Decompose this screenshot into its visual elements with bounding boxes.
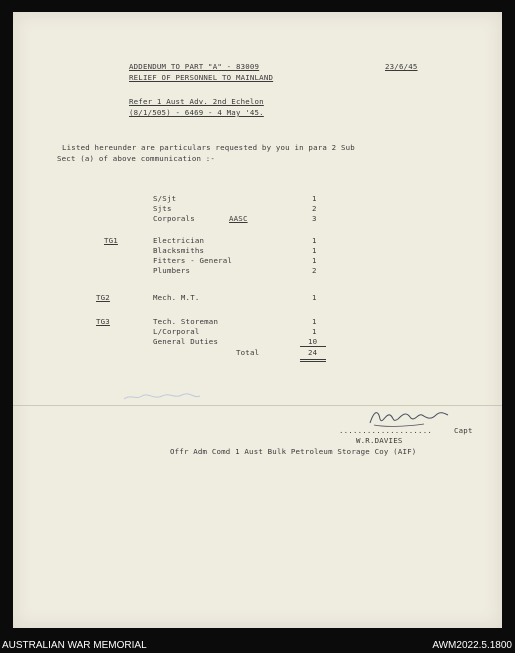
row-label: Electrician (153, 236, 205, 245)
row-label: General Duties (153, 337, 219, 346)
trade-group-code: TG3 (96, 317, 110, 326)
row-label: Fitters - General (153, 256, 233, 265)
row-label: Corporals (153, 214, 195, 223)
row-count: 1 (312, 293, 317, 302)
row-count: 1 (312, 236, 317, 245)
row-label: Mech. M.T. (153, 293, 200, 302)
row-label: Tech. Storeman (153, 317, 219, 326)
row-count: 1 (312, 317, 317, 326)
reference-line-1: Refer 1 Aust Adv. 2nd Echelon (129, 97, 264, 106)
row-count: 2 (312, 204, 317, 213)
faint-ink-mark (122, 391, 202, 403)
total-rule-bottom (300, 359, 326, 360)
signature-rank: Capt (454, 426, 473, 435)
row-count: 3 (312, 214, 317, 223)
total-rule-top (300, 346, 326, 347)
archive-caption-right: AWM2022.5.1800 (432, 640, 512, 651)
row-qualifier: AASC (229, 214, 248, 223)
row-label: Sjts (153, 204, 172, 213)
row-label: Blacksmiths (153, 246, 205, 255)
row-label: Plumbers (153, 266, 191, 275)
row-count: 1 (312, 256, 317, 265)
trade-group-code: TG2 (96, 293, 110, 302)
reference-line-2: (8/1/505) - 6469 - 4 May '45. (129, 108, 264, 117)
total-label: Total (236, 348, 260, 357)
intro-line-2: Sect (a) of above communication :- (57, 154, 216, 163)
row-count: 10 (308, 337, 318, 346)
signature-name: W.R.DAVIES (356, 436, 403, 445)
intro-line-1: Listed hereunder are particulars requested by you in para 2 Sub (62, 143, 355, 152)
row-label: S/Sjt (153, 194, 177, 203)
row-label: L/Corporal (153, 327, 200, 336)
signature-unit: Offr Adm Comd 1 Aust Bulk Petroleum Storage Coy (AIF) (170, 447, 417, 456)
total-rule-bottom-double (300, 361, 326, 362)
header-title: ADDENDUM TO PART "A" - 83009 (129, 62, 260, 71)
row-count: 1 (312, 327, 317, 336)
trade-group-code: TG1 (104, 236, 118, 245)
header-subtitle: RELIEF OF PERSONNEL TO MAINLAND (129, 73, 274, 82)
header-date: 23/6/45 (385, 62, 418, 71)
row-count: 2 (312, 266, 317, 275)
total-value: 24 (308, 348, 318, 357)
row-count: 1 (312, 246, 317, 255)
signature-dots: .................... (339, 426, 432, 435)
archive-caption-left: AUSTRALIAN WAR MEMORIAL (2, 640, 147, 651)
row-count: 1 (312, 194, 317, 203)
